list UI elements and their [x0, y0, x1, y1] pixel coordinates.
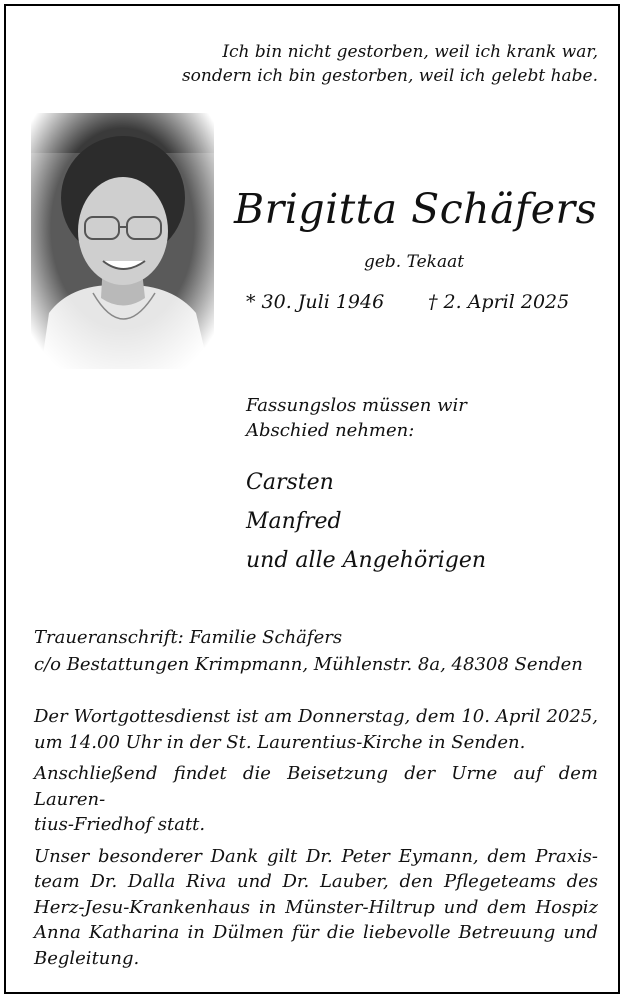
motto-line: sondern ich bin gestorben, weil ich gelebt habe.: [181, 66, 598, 86]
burial-line: tius-Friedhof statt.: [34, 814, 206, 835]
portrait-photo: [31, 113, 214, 369]
address-line: Traueranschrift: Familie Schäfers: [34, 627, 343, 648]
funeral-details: [34, 704, 598, 977]
service-paragraph: [34, 704, 598, 755]
thanks-line: Begleitung.: [34, 947, 140, 969]
mourner-name: Carsten: [246, 470, 334, 495]
mourning-address: [34, 624, 583, 678]
farewell-intro: [246, 393, 467, 443]
birth-date: * 30. Juli 1946: [246, 291, 385, 313]
intro-line: Abschied nehmen:: [246, 420, 415, 441]
thanks-line: Unser besonderer Dank gilt Dr. Peter Eymann, dem Praxis-: [34, 845, 598, 867]
motto-quote: [178, 40, 598, 88]
motto-line: Ich bin nicht gestorben, weil ich krank war,: [222, 42, 598, 62]
thanks-paragraph: [34, 844, 598, 972]
mourner-name: und alle Angehörigen: [246, 548, 487, 573]
portrait-illustration: [31, 113, 214, 369]
death-date: † 2. April 2025: [428, 291, 570, 313]
address-line: c/o Bestattungen Krimpmann, Mühlenstr. 8a, 48308 Senden: [34, 654, 583, 675]
intro-line: Fassungslos müssen wir: [246, 395, 467, 416]
burial-line: Anschließend findet die Beisetzung der Urne auf dem Lauren-: [34, 763, 598, 810]
maiden-name: geb. Tekaat: [363, 252, 465, 272]
thanks-line: team Dr. Dalla Riva und Dr. Lauber, den Pflegeteams des: [34, 871, 598, 892]
service-line: um 14.00 Uhr in der St. Laurentius-Kirche in Senden.: [34, 731, 526, 753]
deceased-name: Brigitta Schäfers: [234, 185, 598, 233]
thanks-line: Anna Katharina in Dülmen für die liebevolle Betreuung und: [34, 922, 598, 943]
thanks-line: Herz-Jesu-Krankenhaus in Münster-Hiltrup und dem Hospiz: [34, 896, 598, 918]
service-line: Der Wortgottesdienst ist am Donnerstag, dem 10. April 2025,: [34, 706, 598, 727]
mourner-name: Manfred: [246, 509, 342, 534]
burial-paragraph: [34, 761, 598, 838]
mourners-list: [246, 463, 486, 580]
